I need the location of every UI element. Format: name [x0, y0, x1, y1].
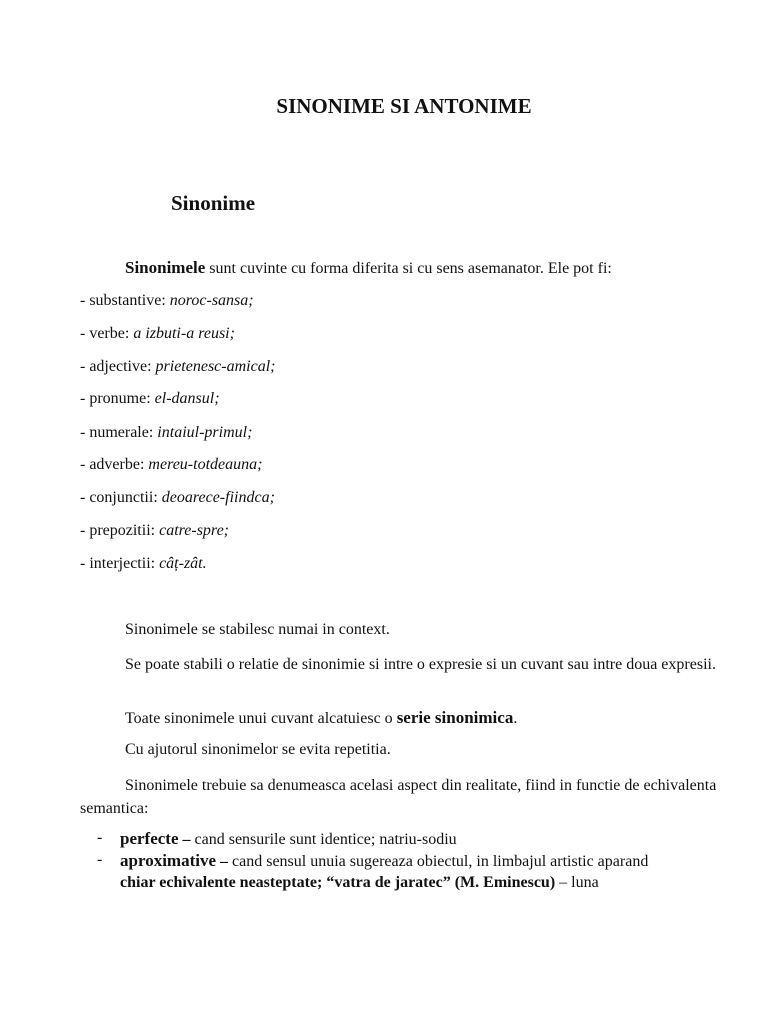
type-example: câț-zât.: [159, 555, 207, 572]
bullet-text: cand sensul unuia sugereaza obiectul, in limbajul artistic aparand: [232, 853, 649, 870]
bullet-term: aproximative: [120, 851, 217, 870]
type-line: [80, 390, 220, 408]
type-label: - interjectii:: [80, 555, 160, 572]
type-label: - numerale:: [80, 424, 158, 441]
type-line: [80, 358, 275, 376]
series-end: .: [513, 710, 518, 727]
intro-text: sunt cuvinte cu forma diferita si cu sens asemanator. Ele pot fi:: [205, 260, 612, 277]
bullet-sep: –: [216, 853, 233, 870]
type-label: - adjective:: [80, 358, 156, 375]
type-line: [80, 555, 207, 573]
page-title: SINONIME SI ANTONIME: [276, 94, 532, 118]
type-line: [80, 522, 229, 540]
type-label: - prepozitii:: [80, 522, 160, 539]
type-label: - verbe:: [80, 325, 134, 342]
type-example: a izbuti-a reusi;: [133, 325, 235, 342]
paragraph-series: [125, 708, 517, 728]
series-text: Toate sinonimele unui cuvant alcatuiesc o: [125, 710, 397, 727]
paragraph-context: Sinonimele se stabilesc numai in context.: [125, 621, 390, 638]
type-example: prietenesc-amical;: [155, 358, 276, 375]
bullet-continuation: [120, 874, 599, 892]
type-line: [80, 292, 254, 310]
bullet-perfecte: [120, 829, 457, 849]
series-term: serie sinonimica: [396, 708, 514, 727]
bullet-term: perfecte: [120, 829, 179, 848]
type-label: - pronume:: [80, 390, 155, 407]
bullet-cont-text: – luna: [555, 874, 599, 891]
type-example: noroc-sansa;: [169, 292, 254, 309]
bullet-text: cand sensurile sunt identice; natriu-sodiu: [194, 831, 457, 848]
type-line: [80, 325, 235, 343]
paragraph-semantic: Sinonimele trebuie sa denumeasca acelasi aspect din realitate, fiind in functie de echivalenta semantica:: [80, 777, 717, 817]
type-label: - adverbe:: [80, 456, 149, 473]
intro-paragraph: [125, 258, 612, 278]
bullet-dash: -: [97, 851, 103, 868]
section-heading: Sinonime: [171, 191, 256, 215]
type-line: [80, 489, 275, 507]
paragraph-repetition: Cu ajutorul sinonimelor se evita repetitia.: [125, 741, 391, 758]
type-example: el-dansul;: [154, 390, 220, 407]
type-example: catre-spre;: [159, 522, 229, 539]
bullet-cont-bold: chiar echivalente neasteptate; “vatra de jaratec” (M. Eminescu): [120, 874, 556, 891]
type-line: [80, 424, 252, 442]
bullet-sep: –: [178, 831, 195, 848]
bullet-dash: -: [97, 829, 103, 846]
paragraph-relation: Se poate stabili o relatie de sinonimie si intre o expresie si un cuvant sau intre doua expresii.: [125, 656, 716, 673]
intro-term: Sinonimele: [125, 258, 206, 277]
type-example: deoarece-fiindca;: [161, 489, 275, 506]
bullet-aproximative: [120, 851, 648, 871]
type-line: [80, 456, 262, 474]
type-example: intaiul-primul;: [157, 424, 253, 441]
type-label: - conjunctii:: [80, 489, 162, 506]
type-example: mereu-totdeauna;: [148, 456, 263, 473]
type-label: - substantive:: [80, 292, 170, 309]
